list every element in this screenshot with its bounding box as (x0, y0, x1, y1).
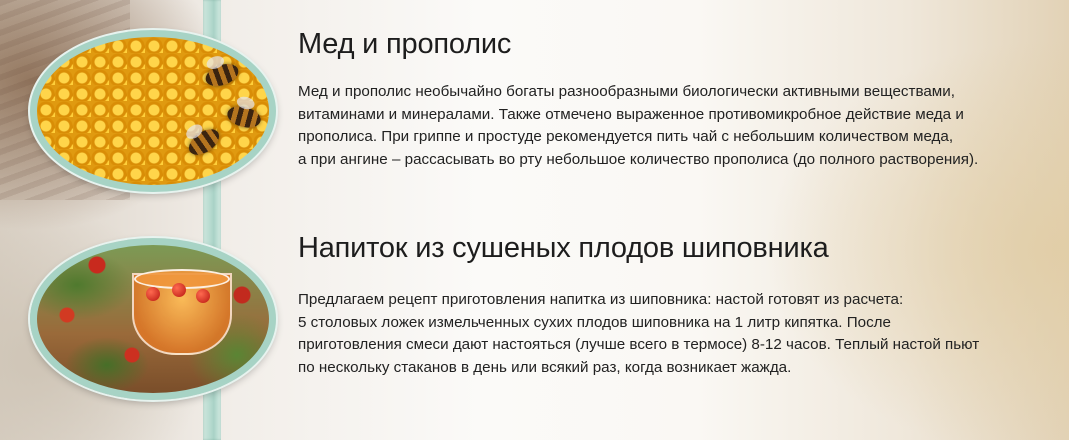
bee-icon (225, 103, 263, 131)
bee-icon (184, 124, 223, 160)
text-line: приготовления смеси дают настояться (лучше всего в термосе) 8-12 часов. Теплый настой пьют (298, 336, 980, 353)
section-text-honey (298, 81, 1038, 171)
tea-cup-icon (132, 273, 232, 355)
text-line: прополиса. При гриппе и простуде рекомендуется пить чай с небольшим количеством меда, (298, 128, 954, 145)
text-line: а при ангине – рассасывать во рту небольшое количество прополиса (до полного растворения). (298, 150, 979, 168)
text-line: витаминами и минералами. Также отмечено выраженное противомикробное действие меда и (298, 105, 964, 123)
rosehip-berry-icon (196, 289, 210, 303)
text-line: 5 столовых ложек измельченных сухих плодов шиповника на 1 литр кипятка. После (298, 313, 891, 331)
text-line: по нескольку стаканов в день или всякий раз, когда возникает жажда. (298, 358, 792, 376)
honeycomb-image (30, 30, 276, 192)
rosehip-berry-icon (172, 283, 186, 297)
section-title-honey: Мед и прополис (298, 28, 512, 60)
text-line: Мед и прополис необычайно богаты разнообразными биологически активными веществами, (298, 83, 955, 100)
section-title-rosehip: Напиток из сушеных плодов шиповника (298, 232, 829, 264)
bee-icon (203, 60, 242, 90)
text-line: Предлагаем рецепт приготовления напитка из шиповника: настой готовят из расчета: (298, 291, 904, 308)
rosehip-tea-image (30, 238, 276, 400)
section-text-rosehip (298, 289, 1038, 379)
rosehip-berry-icon (146, 287, 160, 301)
